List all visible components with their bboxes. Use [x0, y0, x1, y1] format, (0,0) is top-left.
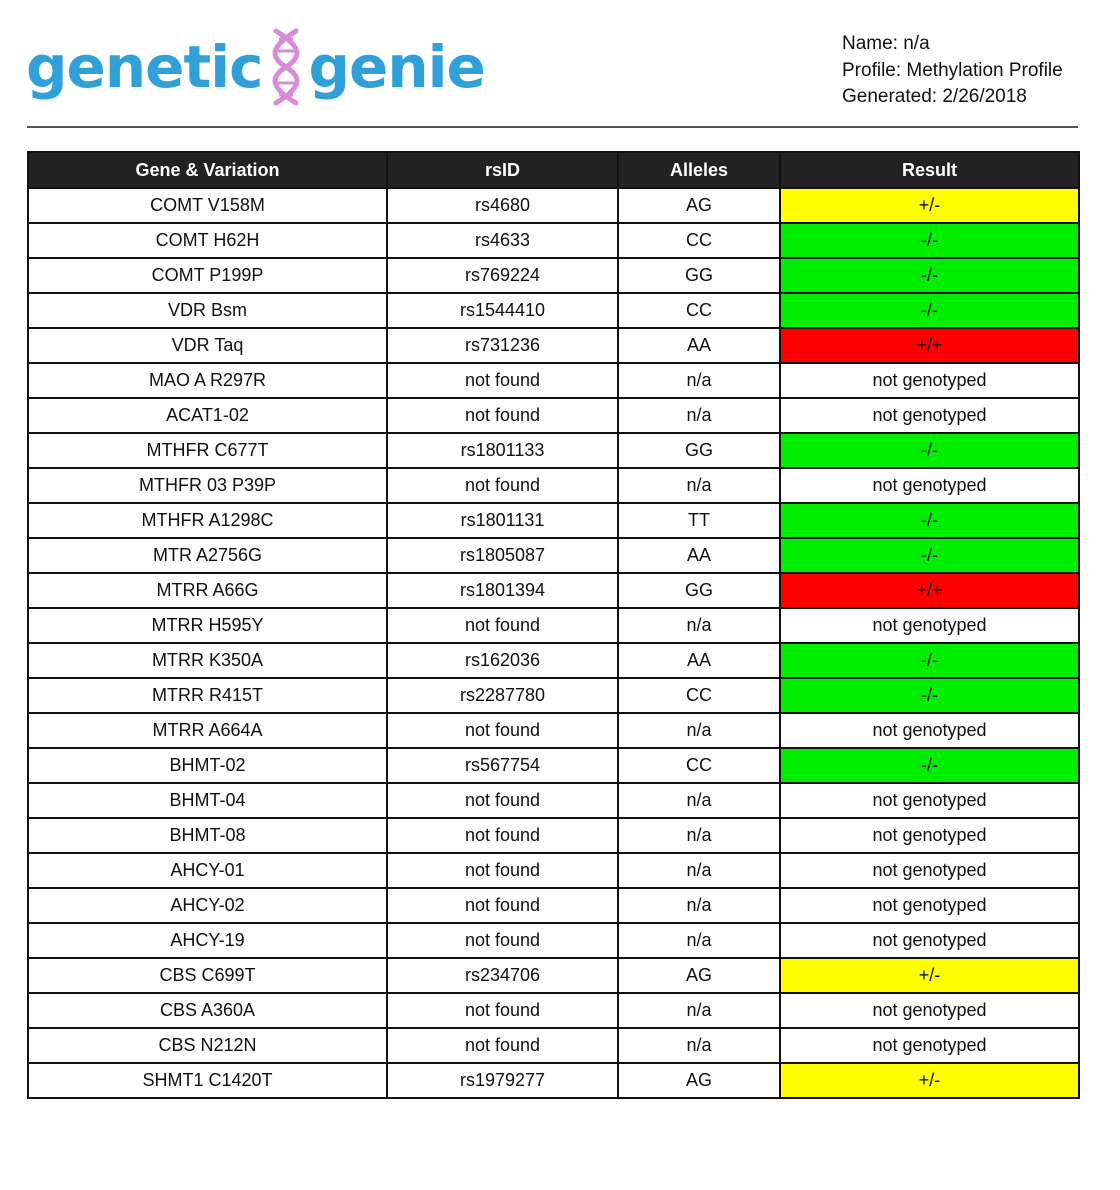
result-cell: -/- [780, 503, 1079, 538]
rsid-cell: not found [387, 783, 618, 818]
result-cell: not genotyped [780, 888, 1079, 923]
rsid-cell: rs1805087 [387, 538, 618, 573]
table-row [28, 888, 1079, 923]
result-cell: +/- [780, 1063, 1079, 1098]
alleles-cell: n/a [618, 713, 780, 748]
alleles-cell: AA [618, 328, 780, 363]
column-header-rsid: rsID [387, 152, 618, 188]
rsid-cell: not found [387, 888, 618, 923]
gene-cell: BHMT-04 [28, 783, 387, 818]
table-row [28, 713, 1079, 748]
gene-cell: CBS A360A [28, 993, 387, 1028]
result-cell: +/+ [780, 328, 1079, 363]
gene-cell: CBS C699T [28, 958, 387, 993]
alleles-cell: CC [618, 293, 780, 328]
meta-name: Name: n/a [842, 33, 930, 54]
result-cell: not genotyped [780, 713, 1079, 748]
table-row [28, 188, 1079, 223]
table-row [28, 328, 1079, 363]
alleles-cell: AA [618, 538, 780, 573]
alleles-cell: n/a [618, 888, 780, 923]
gene-cell: VDR Bsm [28, 293, 387, 328]
meta-profile: Profile: Methylation Profile [842, 59, 1063, 81]
result-cell: not genotyped [780, 993, 1079, 1028]
rsid-cell: rs1801394 [387, 573, 618, 608]
rsid-cell: not found [387, 363, 618, 398]
alleles-cell: n/a [618, 993, 780, 1028]
alleles-cell: GG [618, 258, 780, 293]
result-cell: not genotyped [780, 398, 1079, 433]
result-cell: -/- [780, 293, 1079, 328]
gene-cell: MTRR R415T [28, 678, 387, 713]
table-row [28, 1028, 1079, 1063]
rsid-cell: not found [387, 1028, 618, 1063]
alleles-cell: n/a [618, 608, 780, 643]
alleles-cell: TT [618, 503, 780, 538]
result-cell: not genotyped [780, 853, 1079, 888]
table-row [28, 748, 1079, 783]
table-row [28, 643, 1079, 678]
rsid-cell: rs567754 [387, 748, 618, 783]
report-meta [842, 31, 1063, 111]
table-row [28, 678, 1079, 713]
result-cell: not genotyped [780, 818, 1079, 853]
rsid-cell: not found [387, 818, 618, 853]
table-row [28, 433, 1079, 468]
logo-text-genetic: genetic [26, 33, 263, 101]
rsid-cell: not found [387, 468, 618, 503]
meta-generated: Generated: 2/26/2018 [842, 86, 1027, 107]
header-divider [27, 126, 1078, 128]
gene-cell: AHCY-01 [28, 853, 387, 888]
alleles-cell: AG [618, 188, 780, 223]
rsid-cell: not found [387, 853, 618, 888]
table-row [28, 1063, 1079, 1098]
column-header-gene: Gene & Variation [28, 152, 387, 188]
gene-cell: COMT V158M [28, 188, 387, 223]
rsid-cell: not found [387, 923, 618, 958]
table-row [28, 573, 1079, 608]
result-cell: +/- [780, 188, 1079, 223]
gene-cell: COMT H62H [28, 223, 387, 258]
gene-cell: MTHFR 03 P39P [28, 468, 387, 503]
table-row [28, 398, 1079, 433]
genetic-genie-logo [26, 22, 485, 112]
result-cell: not genotyped [780, 923, 1079, 958]
result-cell: +/+ [780, 573, 1079, 608]
result-cell: -/- [780, 748, 1079, 783]
result-cell: -/- [780, 678, 1079, 713]
table-row [28, 468, 1079, 503]
rsid-cell: rs1979277 [387, 1063, 618, 1098]
gene-cell: ACAT1-02 [28, 398, 387, 433]
table-row [28, 608, 1079, 643]
table-row [28, 783, 1079, 818]
result-cell: -/- [780, 433, 1079, 468]
alleles-cell: n/a [618, 923, 780, 958]
rsid-cell: rs769224 [387, 258, 618, 293]
rsid-cell: rs1801133 [387, 433, 618, 468]
rsid-cell: rs234706 [387, 958, 618, 993]
gene-cell: BHMT-02 [28, 748, 387, 783]
rsid-cell: rs1801131 [387, 503, 618, 538]
results-table [27, 151, 1080, 1099]
rsid-cell: rs1544410 [387, 293, 618, 328]
gene-cell: MTRR K350A [28, 643, 387, 678]
table-row [28, 818, 1079, 853]
gene-cell: MTRR A66G [28, 573, 387, 608]
gene-cell: VDR Taq [28, 328, 387, 363]
gene-cell: AHCY-19 [28, 923, 387, 958]
gene-cell: BHMT-08 [28, 818, 387, 853]
table-row [28, 363, 1079, 398]
results-body [28, 188, 1079, 1098]
table-row [28, 993, 1079, 1028]
table-row [28, 293, 1079, 328]
result-cell: not genotyped [780, 608, 1079, 643]
gene-cell: MTRR H595Y [28, 608, 387, 643]
alleles-cell: GG [618, 573, 780, 608]
table-row [28, 958, 1079, 993]
result-cell: -/- [780, 258, 1079, 293]
table-row [28, 503, 1079, 538]
alleles-cell: n/a [618, 853, 780, 888]
result-cell: not genotyped [780, 1028, 1079, 1063]
alleles-cell: n/a [618, 783, 780, 818]
result-cell: not genotyped [780, 468, 1079, 503]
gene-cell: MTHFR C677T [28, 433, 387, 468]
gene-cell: MTHFR A1298C [28, 503, 387, 538]
gene-cell: CBS N212N [28, 1028, 387, 1063]
table-row [28, 258, 1079, 293]
alleles-cell: CC [618, 678, 780, 713]
alleles-cell: GG [618, 433, 780, 468]
alleles-cell: n/a [618, 818, 780, 853]
gene-cell: MTR A2756G [28, 538, 387, 573]
alleles-cell: CC [618, 223, 780, 258]
result-cell: -/- [780, 538, 1079, 573]
result-cell: -/- [780, 643, 1079, 678]
table-row [28, 538, 1079, 573]
report-header [0, 0, 1120, 130]
dna-helix-icon [262, 27, 310, 107]
table-row [28, 223, 1079, 258]
rsid-cell: rs731236 [387, 328, 618, 363]
table-row [28, 853, 1079, 888]
table-row [28, 923, 1079, 958]
rsid-cell: rs4633 [387, 223, 618, 258]
alleles-cell: AA [618, 643, 780, 678]
gene-cell: MAO A R297R [28, 363, 387, 398]
alleles-cell: n/a [618, 1028, 780, 1063]
gene-cell: MTRR A664A [28, 713, 387, 748]
alleles-cell: AG [618, 1063, 780, 1098]
result-cell: not genotyped [780, 363, 1079, 398]
rsid-cell: rs4680 [387, 188, 618, 223]
alleles-cell: n/a [618, 398, 780, 433]
table-header-row [28, 152, 1079, 188]
logo-text-genie: genie [308, 33, 485, 101]
gene-cell: COMT P199P [28, 258, 387, 293]
alleles-cell: CC [618, 748, 780, 783]
rsid-cell: rs2287780 [387, 678, 618, 713]
rsid-cell: not found [387, 608, 618, 643]
gene-cell: AHCY-02 [28, 888, 387, 923]
column-header-alleles: Alleles [618, 152, 780, 188]
gene-cell: SHMT1 C1420T [28, 1063, 387, 1098]
result-cell: -/- [780, 223, 1079, 258]
column-header-result: Result [780, 152, 1079, 188]
rsid-cell: not found [387, 713, 618, 748]
alleles-cell: n/a [618, 363, 780, 398]
rsid-cell: not found [387, 398, 618, 433]
result-cell: not genotyped [780, 783, 1079, 818]
rsid-cell: rs162036 [387, 643, 618, 678]
result-cell: +/- [780, 958, 1079, 993]
rsid-cell: not found [387, 993, 618, 1028]
alleles-cell: n/a [618, 468, 780, 503]
alleles-cell: AG [618, 958, 780, 993]
